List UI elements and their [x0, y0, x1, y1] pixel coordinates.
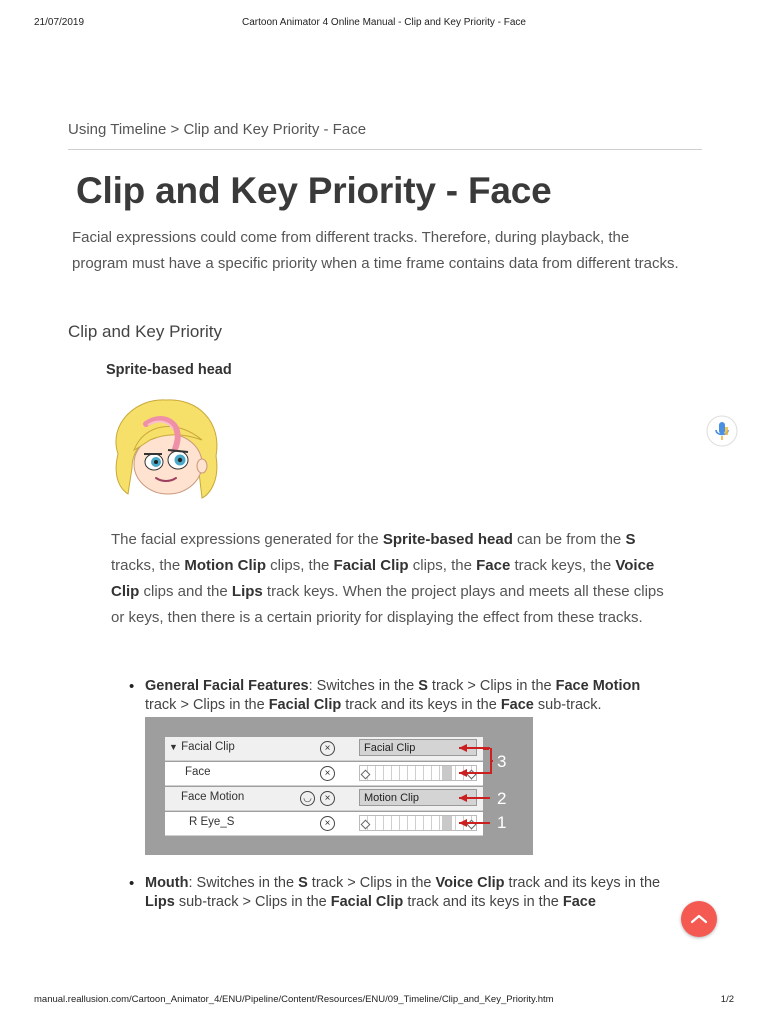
intro-paragraph: Facial expressions could come from different tracks. Therefore, during playback, the program must have a specific priority when a time frame contains data from different tracks.	[72, 229, 679, 272]
smiley-icon: ◡	[300, 791, 315, 806]
callout-arrows	[145, 717, 533, 855]
list-item: • Mouth: Switches in the S track > Clips in the Voice Clip track and its keys in the Lips sub-track > Clips in the Facial Clip track and its keys in the Face	[145, 874, 665, 912]
print-title: Cartoon Animator 4 Online Manual - Clip and Key Priority - Face	[241, 17, 526, 28]
timeline-clip: Motion Clip	[359, 789, 477, 806]
timeline-row-face: Face ×	[165, 762, 483, 786]
section-heading: Clip and Key Priority	[68, 322, 223, 341]
callout-number: 3	[497, 752, 507, 771]
cartoon-head-image	[106, 394, 226, 504]
timeline-row-facial-clip: ▼ Facial Clip × Facial Clip	[165, 737, 483, 761]
page-number: 1/2	[720, 994, 734, 1005]
page-url: manual.reallusion.com/Cartoon_Animator_4/ENU/Pipeline/Content/Resources/ENU/09_Timeline/Clip_and_Key_Priority.htm	[34, 994, 554, 1005]
timeline-screenshot	[145, 717, 533, 855]
remove-icon: ×	[320, 816, 335, 831]
list-item: • General Facial Features: Switches in the S track > Clips in the Face Motion track > Clips in the Facial Clip track and its keys in the Face sub-track.	[145, 677, 665, 715]
print-date: 21/07/2019	[34, 17, 85, 28]
breadcrumb[interactable]: Using Timeline > Clip and Key Priority - Face	[68, 121, 367, 138]
body-paragraph: The facial expressions generated for the Sprite-based head can be from the S tracks, the Motion Clip clips, the Facial Clip clips, the Face track keys, the Voice Clip clips and the Lips track keys. When the project plays and meets all these clips or keys, then there is a certain priority for displaying the effect from these tracks.	[111, 531, 664, 626]
divider	[68, 149, 702, 150]
scroll-to-top-button[interactable]	[681, 901, 717, 937]
remove-icon: ×	[320, 766, 335, 781]
microphone-icon[interactable]	[706, 415, 738, 447]
page-title: Clip and Key Priority - Face	[76, 170, 552, 211]
chevron-up-icon	[681, 901, 717, 937]
subheading: Sprite-based head	[106, 362, 232, 378]
remove-icon: ×	[320, 791, 335, 806]
timeline-clip: Facial Clip	[359, 739, 477, 756]
remove-icon: ×	[320, 741, 335, 756]
callout-number: 1	[497, 813, 507, 832]
callout-number: 2	[497, 789, 507, 808]
timeline-row-face-motion: Face Motion ◡ × Motion Clip	[165, 787, 483, 811]
triangle-down-icon: ▼	[169, 742, 178, 752]
timeline-row-r-eye: R Eye_S ×	[165, 812, 483, 836]
